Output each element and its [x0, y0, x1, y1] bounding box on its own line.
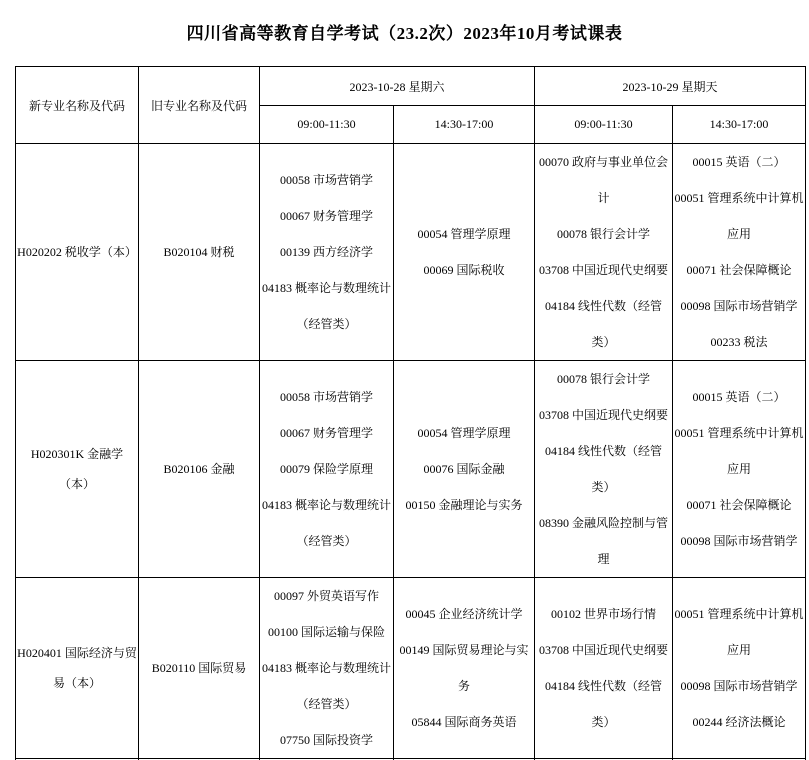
header-old-major: 旧专业名称及代码 [139, 67, 260, 144]
page-title: 四川省高等教育自学考试（23.2次）2023年10月考试课表 [186, 24, 623, 43]
course-item: 00058 市场营销学 [279, 173, 373, 187]
session-cell-sun-pm [673, 361, 806, 578]
old-major-cell: B020104 财税 [139, 144, 260, 361]
old-major-cell: B020106 金融 [139, 361, 260, 578]
course-item: 00098 国际市场营销学 [680, 299, 798, 313]
course-item: 00071 社会保障概论 [686, 498, 792, 512]
course-item: 00244 经济法概论 [692, 715, 786, 729]
course-item: 05844 国际商务英语 [411, 715, 517, 729]
course-item: 04183 概率论与数理统计（经管类） [261, 661, 391, 711]
course-item: 00070 政府与事业单位会计 [538, 155, 668, 205]
new-major-cell: H020202 税收学（本） [16, 144, 139, 361]
session-cell-sun-am [535, 578, 673, 759]
session-cell-sat-am [260, 144, 394, 361]
course-item: 00150 金融理论与实务 [405, 498, 523, 512]
course-item: 00078 银行会计学 [556, 372, 650, 386]
course-item: 00051 管理系统中计算机应用 [674, 191, 804, 241]
course-item: 00015 英语（二） [692, 390, 786, 404]
course-item: 04184 线性代数（经管类） [544, 444, 662, 494]
table-row [16, 144, 806, 361]
course-item: 03708 中国近现代史纲要 [538, 643, 668, 657]
course-item: 00071 社会保障概论 [686, 263, 792, 277]
table-row [16, 361, 806, 578]
course-item: 00069 国际税收 [423, 263, 505, 277]
session-cell-sat-am [260, 578, 394, 759]
new-major-cell: H020301K 金融学（本） [16, 361, 139, 578]
course-item: 00078 银行会计学 [556, 227, 650, 241]
old-major-cell: B020110 国际贸易 [139, 578, 260, 759]
header-sunday-pm: 14:30-17:00 [673, 106, 806, 144]
header-saturday-pm: 14:30-17:00 [394, 106, 535, 144]
session-cell-sat-pm [394, 361, 535, 578]
course-item: 00098 国际市场营销学 [680, 679, 798, 693]
table-row [16, 578, 806, 759]
course-item: 00149 国际贸易理论与实务 [399, 643, 529, 693]
course-item: 00045 企业经济统计学 [405, 607, 523, 621]
course-item: 04183 概率论与数理统计（经管类） [261, 281, 391, 331]
course-item: 03708 中国近现代史纲要 [538, 408, 668, 422]
course-item: 00098 国际市场营销学 [680, 534, 798, 548]
session-cell-sun-pm [673, 578, 806, 759]
course-item: 00015 英语（二） [692, 155, 786, 169]
session-cell-sun-pm [673, 144, 806, 361]
header-date-row [16, 67, 806, 106]
course-item: 00079 保险学原理 [279, 462, 373, 476]
course-item: 07750 国际投资学 [279, 733, 373, 747]
course-item: 00067 财务管理学 [279, 426, 373, 440]
course-item: 03708 中国近现代史纲要 [538, 263, 668, 277]
course-item: 04183 概率论与数理统计（经管类） [261, 498, 391, 548]
course-item: 00051 管理系统中计算机应用 [674, 426, 804, 476]
course-item: 04184 线性代数（经管类） [544, 679, 662, 729]
exam-schedule-table [15, 66, 806, 760]
session-cell-sat-pm [394, 144, 535, 361]
course-item: 00233 税法 [710, 335, 768, 349]
header-saturday-am: 09:00-11:30 [260, 106, 394, 144]
header-date-saturday: 2023-10-28 星期六 [260, 67, 535, 106]
course-item: 00097 外贸英语写作 [273, 589, 379, 603]
course-item: 08390 金融风险控制与管理 [538, 516, 668, 566]
header-sunday-am: 09:00-11:30 [535, 106, 673, 144]
course-item: 00102 世界市场行情 [550, 607, 656, 621]
course-item: 00100 国际运输与保险 [267, 625, 385, 639]
new-major-cell: H020401 国际经济与贸易（本） [16, 578, 139, 759]
course-item: 04184 线性代数（经管类） [544, 299, 662, 349]
session-cell-sat-pm [394, 578, 535, 759]
course-item: 00067 财务管理学 [279, 209, 373, 223]
session-cell-sun-am [535, 144, 673, 361]
header-new-major: 新专业名称及代码 [16, 67, 139, 144]
session-cell-sun-am [535, 361, 673, 578]
course-item: 00139 西方经济学 [279, 245, 373, 259]
course-item: 00054 管理学原理 [417, 227, 511, 241]
course-item: 00051 管理系统中计算机应用 [674, 607, 804, 657]
course-item: 00076 国际金融 [423, 462, 505, 476]
course-item: 00058 市场营销学 [279, 390, 373, 404]
session-cell-sat-am [260, 361, 394, 578]
course-item: 00054 管理学原理 [417, 426, 511, 440]
header-date-sunday: 2023-10-29 星期天 [535, 67, 806, 106]
